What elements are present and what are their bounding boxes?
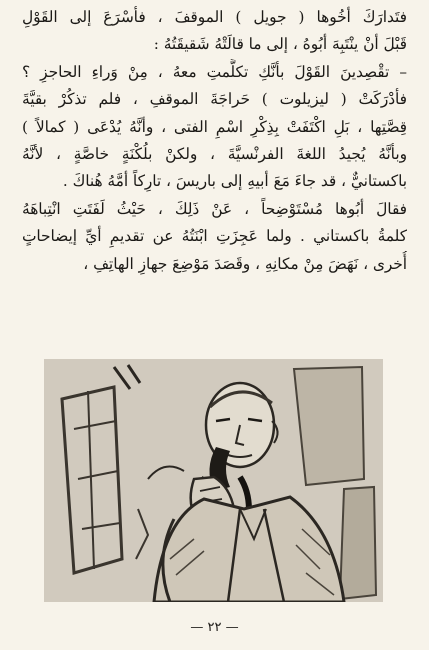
text-line: باكستانيٌّ ، قد جاءَ مَعَ أبيهِ إلى باريسَ ، تارِكاً أمَّهُ هُناكَ . (62, 172, 407, 191)
illustration-man-on-telephone (44, 359, 383, 602)
text-line: فأدْرَكَتْ ( ليزيلوت ) حَراجَةَ الموقفِ ، فلم تذكُرْ بقيَّةَ (22, 90, 407, 109)
page-number: — ٢٢ — (190, 620, 239, 635)
sketch-drawing (44, 359, 383, 602)
text-line: – تقْصِدينَ القَوْلَ بأنَّكِ تكلَّمتِ معهُ ، مِنْ وَراءِ الحاجزِ ؟ (22, 62, 407, 81)
text-line: قَبْلَ أنْ ينْتَبِهَ أبُوهُ ، إلى ما قالَتْهُ شَقيقَتُهُ : (153, 35, 407, 54)
body-text (22, 4, 407, 278)
text-line: فتَدارَكَ أخُوها ( جويل ) الموقفَ ، فأسْرَعَ إلى القَوْلِ (22, 8, 407, 26)
text-line: كلمةُ باكستاني . ولما عَجِزَتِ ابْنَتُهُ عن تقديمِ أيِّ إيضاحاتٍ (22, 227, 407, 246)
text-line: قِصَّتِها ، بَلِ اكْتَفَتْ بِذِكْرِ اسْمِ الفتى ، وأنَّهُ يُدْعَى ( كمالاً ) (22, 117, 407, 136)
text-line: أُخرى ، نَهَضَ مِنْ مكانِهِ ، وقَصَدَ مَوْضِعَ جهازِ الهاتِفِ ، (83, 254, 407, 273)
text-line: فقالَ أبُوها مُسْتَوْضِحاً ، عَنْ ذَلِكَ ، حَيْثُ لَفَتَتِ انْتِباهَهُ (22, 199, 407, 218)
text-line: وبأنَّهُ يُجيدُ اللغةَ الفرنْسيَّةَ ، ولكنْ بلُكْنَةٍ خاصَّةٍ ، لأنَّهُ (22, 145, 407, 164)
